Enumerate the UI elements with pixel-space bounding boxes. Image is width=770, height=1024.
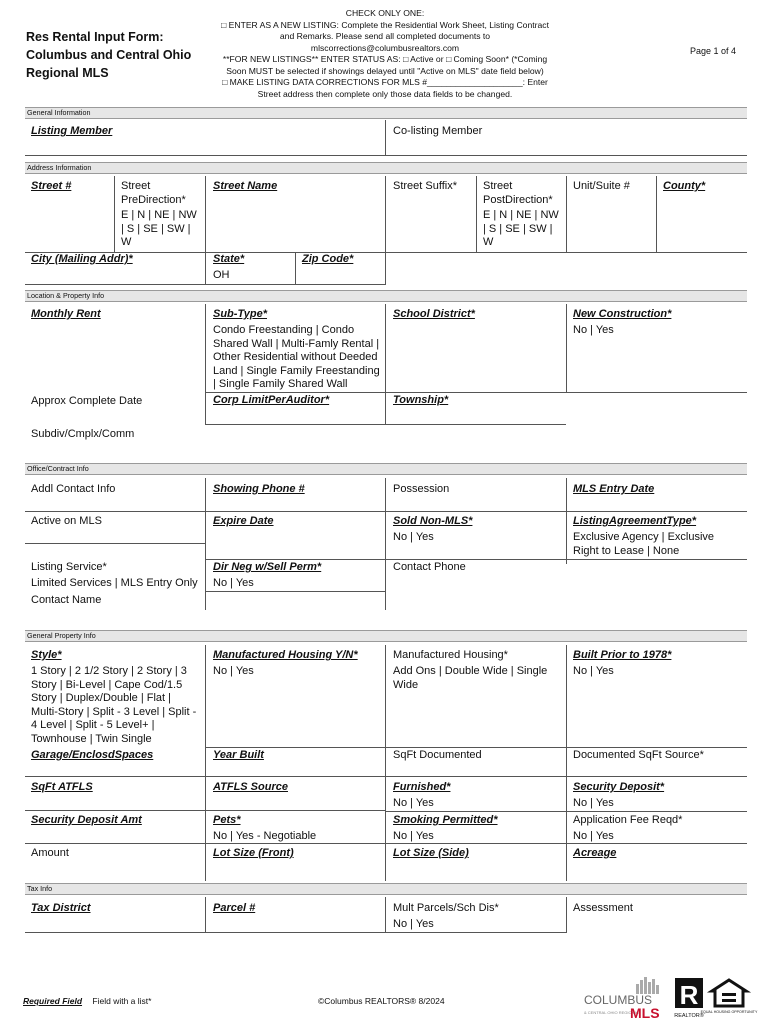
form-title-line: Res Rental Input Form: <box>26 30 164 44</box>
form-title-line: Columbus and Central Ohio <box>26 48 192 62</box>
field-underline <box>25 810 386 811</box>
logo-columbus-subtext: & CENTRAL OHIO REGIONAL <box>584 1010 640 1015</box>
check-only-one-block <box>210 8 560 100</box>
option-line: Multi-Story | Split - 3 Level | Split - <box>31 705 197 718</box>
section-location-property: Location & Property Info <box>25 290 747 302</box>
application-fee-options: No | Yes <box>573 830 614 842</box>
built-prior-1978-label[interactable]: Built Prior to 1978* <box>573 649 672 661</box>
year-built-label[interactable]: Year Built <box>213 749 264 761</box>
manufactured-housing-yn-options: No | Yes <box>213 665 254 677</box>
parcel-label[interactable]: Parcel # <box>213 902 256 914</box>
state-label[interactable]: State* <box>213 253 245 265</box>
option-line: Condo Freestanding | Condo <box>213 324 355 336</box>
furnished-label[interactable]: Furnished* <box>393 781 451 793</box>
mult-parcels-label[interactable]: Mult Parcels/Sch Dis* <box>393 902 499 914</box>
built-prior-1978-options: No | Yes <box>573 665 614 677</box>
option-line: Story | Duplex/Double | Flat | <box>31 692 172 704</box>
divider <box>385 645 386 881</box>
divider <box>385 897 386 933</box>
option-line: | S | SE | SW | <box>483 222 553 235</box>
manufactured-housing-options <box>393 665 547 692</box>
field-underline <box>205 591 386 592</box>
option-line: E | N | NE | NW <box>121 209 197 221</box>
divider <box>385 176 386 252</box>
logo-realtor-text: REALTOR® <box>674 1013 704 1019</box>
option-line: W <box>483 236 494 248</box>
documented-sqft-source-label[interactable]: Documented SqFt Source* <box>573 749 704 761</box>
new-construction-options: No | Yes <box>573 324 614 336</box>
divider <box>566 176 567 252</box>
smoking-permitted-label[interactable]: Smoking Permitted* <box>393 814 498 826</box>
option-line: Townhouse | Twin Single <box>31 732 152 745</box>
field-underline <box>385 392 747 393</box>
security-deposit-label[interactable]: Security Deposit* <box>573 781 665 793</box>
divider <box>566 304 567 392</box>
field-underline <box>25 843 747 844</box>
option-line: Exclusive Agency | Exclusive <box>573 531 715 543</box>
option-line: W <box>121 236 132 248</box>
option-line: Story | Bi-Level | Cape Cod/1.5 <box>31 678 183 691</box>
predirection-options <box>121 209 197 250</box>
manufactured-housing-yn-label[interactable]: Manufactured Housing Y/N* <box>213 649 358 661</box>
field-underline <box>385 811 747 812</box>
option-line: 4 Level | Split - 5 Level+ | <box>31 719 155 731</box>
field-underline <box>385 155 747 156</box>
logo-eho-text: EQUAL HOUSING OPPORTUNITY <box>700 1010 758 1014</box>
section-address-information: Address Information <box>25 162 747 174</box>
check-line: **FOR NEW LISTINGS** ENTER STATUS AS: □ Active or □ Coming Soon* (*Coming <box>222 54 548 64</box>
security-deposit-amt-label[interactable]: Security Deposit Amt <box>31 814 142 826</box>
county-label[interactable]: County* <box>663 180 706 192</box>
divider <box>205 252 206 284</box>
logo-columbus-text: COLUMBUS <box>584 993 653 1007</box>
subdiv-label[interactable]: Subdiv/Cmplx/Comm <box>31 428 135 440</box>
active-on-mls-label[interactable]: Active on MLS <box>31 515 102 527</box>
tax-district-label[interactable]: Tax District <box>31 902 91 914</box>
expire-date-label[interactable]: Expire Date <box>213 515 274 527</box>
divider <box>385 304 386 424</box>
style-options <box>31 665 196 746</box>
divider <box>205 304 206 424</box>
possession-label[interactable]: Possession <box>393 483 450 495</box>
addl-contact-info-label[interactable]: Addl Contact Info <box>31 483 116 495</box>
field-underline <box>25 932 566 933</box>
check-line: Soon MUST be selected if showings delayed until "Active on MLS" date field below) <box>226 65 544 76</box>
postdirection-options <box>483 209 559 250</box>
option-line: | S | SE | SW | <box>121 222 191 235</box>
state-value: OH <box>213 269 230 281</box>
section-office-contract: Office/Contract Info <box>25 463 747 475</box>
divider <box>205 897 206 933</box>
svg-text:R: R <box>679 980 699 1010</box>
field-underline <box>25 543 206 544</box>
manufactured-housing-label[interactable]: Manufactured Housing* <box>393 649 508 661</box>
listing-member-label[interactable]: Listing Member <box>31 125 113 137</box>
field-underline <box>205 559 747 560</box>
street-number-label[interactable]: Street # <box>31 180 72 192</box>
pets-label[interactable]: Pets* <box>213 814 241 826</box>
sub-type-label[interactable]: Sub-Type* <box>213 308 267 320</box>
label-line: Street <box>483 180 513 192</box>
security-deposit-options: No | Yes <box>573 797 614 809</box>
dir-neg-label[interactable]: Dir Neg w/Sell Perm* <box>213 561 322 573</box>
zip-code-label[interactable]: Zip Code* <box>302 253 354 265</box>
check-line: mlscorrections@columbusrealtors.com <box>310 42 460 53</box>
garage-label[interactable]: Garage/EnclosdSpaces <box>31 749 154 761</box>
form-title <box>26 28 191 82</box>
amount-label[interactable]: Amount <box>31 847 69 859</box>
divider <box>566 478 567 564</box>
option-line: Wide <box>393 678 419 691</box>
field-underline <box>205 392 386 393</box>
approx-complete-date-label[interactable]: Approx Complete Date <box>31 395 143 407</box>
option-line: E | N | NE | NW <box>483 209 559 221</box>
field-underline <box>205 747 747 748</box>
listing-agreement-options <box>573 531 714 558</box>
check-line: □ ENTER AS A NEW LISTING: Complete the Residential Work Sheet, Listing Contract <box>221 19 549 30</box>
contact-phone-label[interactable]: Contact Phone <box>393 561 466 573</box>
mult-parcels-options: No | Yes <box>393 918 434 930</box>
field-underline <box>25 252 747 253</box>
unit-suite-label[interactable]: Unit/Suite # <box>573 180 630 192</box>
colisting-member-label[interactable]: Co-listing Member <box>393 125 483 137</box>
label-line: PostDirection* <box>483 193 553 206</box>
lot-size-side-label[interactable]: Lot Size (Side) <box>393 847 469 859</box>
footer-legend <box>23 996 151 1006</box>
field-underline <box>25 155 385 156</box>
check-line: CHECK ONLY ONE: <box>345 8 425 18</box>
field-underline <box>205 424 566 425</box>
option-line: Land | Single Family Freestanding <box>213 364 380 377</box>
check-line: and Remarks. Please send all completed documents to <box>279 31 491 41</box>
page-number: Page 1 of 4 <box>690 46 737 56</box>
section-tax-info: Tax Info <box>25 883 747 895</box>
assessment-label[interactable]: Assessment <box>573 902 633 914</box>
acreage-label[interactable]: Acreage <box>573 847 617 859</box>
field-underline <box>25 511 747 512</box>
divider <box>385 252 386 284</box>
listing-service-options: Limited Services | MLS Entry Only <box>31 577 198 589</box>
dir-neg-options: No | Yes <box>213 577 254 589</box>
listing-service-label[interactable]: Listing Service* <box>31 561 107 573</box>
application-fee-label[interactable]: Application Fee Reqd* <box>573 814 683 826</box>
street-name-label[interactable]: Street Name <box>213 180 278 192</box>
sold-non-mls-options: No | Yes <box>393 531 434 543</box>
contact-name-label[interactable]: Contact Name <box>31 594 102 606</box>
township-label[interactable]: Township* <box>393 394 449 406</box>
style-label[interactable]: Style* <box>31 649 62 661</box>
divider <box>385 120 386 156</box>
divider <box>205 176 206 252</box>
pets-options: No | Yes - Negotiable <box>213 830 317 842</box>
divider <box>205 645 206 881</box>
section-general-property: General Property Info <box>25 630 747 642</box>
showing-phone-label[interactable]: Showing Phone # <box>213 483 305 495</box>
option-line: Right to Lease | None <box>573 544 680 557</box>
logo-mls-text: MLS <box>630 1005 660 1021</box>
divider <box>566 645 567 881</box>
corp-limit-label[interactable]: Corp LimitPerAuditor* <box>213 394 330 406</box>
columbus-mls-logo <box>584 976 669 1020</box>
sqft-atfls-label[interactable]: SqFt ATFLS <box>31 781 93 793</box>
sub-type-options <box>213 324 380 392</box>
form-title-line: Regional MLS <box>26 66 109 80</box>
street-suffix-label[interactable]: Street Suffix* <box>393 180 457 192</box>
divider <box>656 176 657 252</box>
sqft-documented-label[interactable]: SqFt Documented <box>393 749 482 761</box>
furnished-options: No | Yes <box>393 797 434 809</box>
smoking-permitted-options: No | Yes <box>393 830 434 842</box>
list-field-legend: Field with a list* <box>92 996 152 1006</box>
option-line: Shared Wall | Multi-Famly Rental | <box>213 337 380 350</box>
option-line: Other Residential without Deeded <box>213 351 378 363</box>
copyright: ©Columbus REALTORS® 8/2024 <box>318 996 445 1006</box>
school-district-label[interactable]: School District* <box>393 308 475 320</box>
field-underline <box>25 776 747 777</box>
sold-non-mls-label[interactable]: Sold Non-MLS* <box>393 515 473 527</box>
check-line: □ MAKE LISTING DATA CORRECTIONS FOR MLS #____________________: Enter <box>222 77 548 87</box>
section-general-information: General Information <box>25 107 747 119</box>
divider <box>566 897 567 933</box>
mls-entry-date-label[interactable]: MLS Entry Date <box>573 483 655 495</box>
lot-size-front-label[interactable]: Lot Size (Front) <box>213 847 294 859</box>
required-field-legend: Required Field <box>23 996 83 1006</box>
new-construction-label[interactable]: New Construction* <box>573 308 672 320</box>
option-line: | Single Family Shared Wall <box>213 378 348 390</box>
street-postdirection-label[interactable] <box>483 180 553 207</box>
divider <box>114 176 115 252</box>
atfls-source-label[interactable]: ATFLS Source <box>213 781 288 793</box>
option-line: 1 Story | 2 1/2 Story | 2 Story | 3 <box>31 665 187 677</box>
street-predirection-label[interactable] <box>121 180 186 207</box>
check-line: Street address then complete only those data fields to be changed. <box>257 88 513 99</box>
divider <box>476 176 477 252</box>
monthly-rent-label[interactable]: Monthly Rent <box>31 308 101 320</box>
label-line: PreDirection* <box>121 193 186 206</box>
field-underline <box>25 284 386 285</box>
divider <box>295 252 296 284</box>
listing-agreement-type-label[interactable]: ListingAgreementType* <box>573 515 697 527</box>
equal-housing-opportunity-icon <box>700 978 758 1020</box>
option-line: Add Ons | Double Wide | Single <box>393 665 548 677</box>
label-line: Street <box>121 180 151 192</box>
city-label[interactable]: City (Mailing Addr)* <box>31 253 133 265</box>
